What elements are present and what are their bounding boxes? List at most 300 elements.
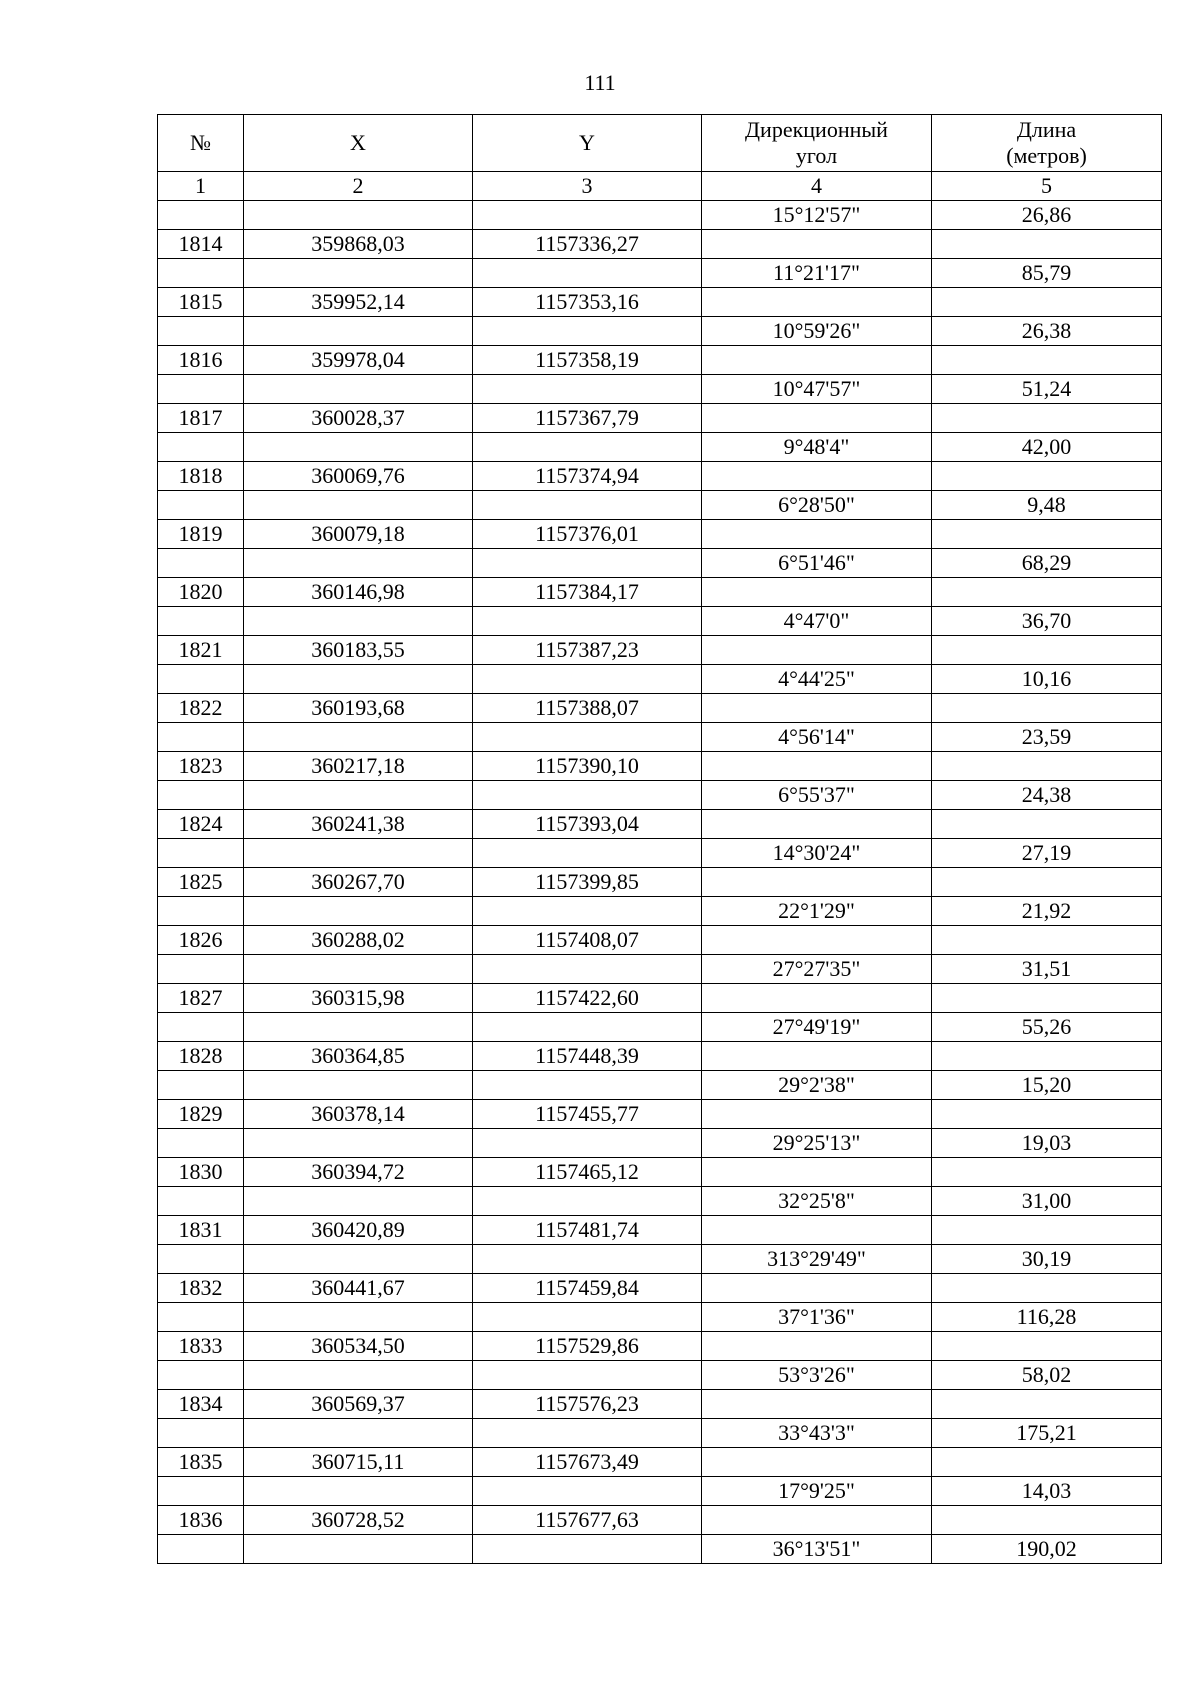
point-number-cell (158, 491, 244, 520)
point-number-cell: 1826 (158, 926, 244, 955)
table-row (158, 1216, 1162, 1245)
length-cell: 27,19 (932, 839, 1162, 868)
header-x: X (244, 115, 473, 172)
point-number-cell: 1816 (158, 346, 244, 375)
y-coordinate-cell (473, 1361, 702, 1390)
y-coordinate-cell: 1157529,86 (473, 1332, 702, 1361)
direction-angle-cell (702, 1390, 932, 1419)
direction-angle-cell: 10°47'57" (702, 375, 932, 404)
table-row (158, 1506, 1162, 1535)
column-number: 2 (244, 172, 473, 201)
length-cell (932, 636, 1162, 665)
x-coordinate-cell (244, 1187, 473, 1216)
table-row (158, 491, 1162, 520)
direction-angle-cell: 36°13'51" (702, 1535, 932, 1564)
x-coordinate-cell (244, 549, 473, 578)
length-cell (932, 288, 1162, 317)
direction-angle-cell (702, 520, 932, 549)
y-coordinate-cell: 1157677,63 (473, 1506, 702, 1535)
point-number-cell: 1821 (158, 636, 244, 665)
table-row (158, 433, 1162, 462)
column-number: 3 (473, 172, 702, 201)
point-number-cell: 1815 (158, 288, 244, 317)
point-number-cell (158, 1477, 244, 1506)
length-cell (932, 1332, 1162, 1361)
point-number-cell: 1834 (158, 1390, 244, 1419)
table-row (158, 288, 1162, 317)
length-cell: 23,59 (932, 723, 1162, 752)
x-coordinate-cell (244, 1071, 473, 1100)
table-row (158, 694, 1162, 723)
direction-angle-cell (702, 1506, 932, 1535)
length-cell (932, 230, 1162, 259)
length-cell: 31,51 (932, 955, 1162, 984)
x-coordinate-cell: 360288,02 (244, 926, 473, 955)
table-row (158, 1013, 1162, 1042)
header-length (932, 115, 1162, 172)
x-coordinate-cell (244, 433, 473, 462)
length-cell (932, 1158, 1162, 1187)
coordinates-table (157, 114, 1162, 1564)
direction-angle-cell (702, 984, 932, 1013)
direction-angle-cell: 4°56'14" (702, 723, 932, 752)
header-line: Длина (1016, 117, 1077, 142)
point-number-cell (158, 955, 244, 984)
length-cell: 15,20 (932, 1071, 1162, 1100)
table-row (158, 1303, 1162, 1332)
direction-angle-cell (702, 1100, 932, 1129)
point-number-cell: 1819 (158, 520, 244, 549)
direction-angle-cell (702, 694, 932, 723)
point-number-cell: 1825 (158, 868, 244, 897)
length-cell (932, 1448, 1162, 1477)
direction-angle-cell (702, 1332, 932, 1361)
x-coordinate-cell (244, 1129, 473, 1158)
direction-angle-cell (702, 1158, 932, 1187)
direction-angle-cell (702, 752, 932, 781)
y-coordinate-cell: 1157376,01 (473, 520, 702, 549)
length-cell (932, 868, 1162, 897)
x-coordinate-cell (244, 375, 473, 404)
table-row (158, 317, 1162, 346)
length-cell: 51,24 (932, 375, 1162, 404)
x-coordinate-cell: 360394,72 (244, 1158, 473, 1187)
length-cell: 21,92 (932, 897, 1162, 926)
table-row (158, 839, 1162, 868)
table-row (158, 1361, 1162, 1390)
direction-angle-cell: 4°44'25" (702, 665, 932, 694)
header-line: Дирекционный (745, 117, 888, 142)
y-coordinate-cell: 1157399,85 (473, 868, 702, 897)
point-number-cell (158, 897, 244, 926)
direction-angle-cell (702, 810, 932, 839)
y-coordinate-cell (473, 897, 702, 926)
x-coordinate-cell (244, 955, 473, 984)
table-row (158, 375, 1162, 404)
point-number-cell (158, 1419, 244, 1448)
direction-angle-cell: 29°25'13" (702, 1129, 932, 1158)
point-number-cell (158, 317, 244, 346)
y-coordinate-cell: 1157387,23 (473, 636, 702, 665)
x-coordinate-cell (244, 1361, 473, 1390)
table-row (158, 578, 1162, 607)
table-row (158, 1477, 1162, 1506)
length-cell: 30,19 (932, 1245, 1162, 1274)
length-cell: 26,38 (932, 317, 1162, 346)
direction-angle-cell: 27°49'19" (702, 1013, 932, 1042)
x-coordinate-cell: 360315,98 (244, 984, 473, 1013)
direction-angle-cell: 29°2'38" (702, 1071, 932, 1100)
length-cell: 85,79 (932, 259, 1162, 288)
table-row (158, 259, 1162, 288)
length-cell (932, 1216, 1162, 1245)
x-coordinate-cell (244, 1535, 473, 1564)
y-coordinate-cell (473, 259, 702, 288)
length-cell (932, 810, 1162, 839)
length-cell: 55,26 (932, 1013, 1162, 1042)
x-coordinate-cell: 360069,76 (244, 462, 473, 491)
length-cell: 36,70 (932, 607, 1162, 636)
direction-angle-cell: 4°47'0" (702, 607, 932, 636)
header-direction-angle (702, 115, 932, 172)
x-coordinate-cell (244, 781, 473, 810)
direction-angle-cell: 11°21'17" (702, 259, 932, 288)
y-coordinate-cell (473, 607, 702, 636)
y-coordinate-cell (473, 839, 702, 868)
length-cell (932, 1042, 1162, 1071)
table-row (158, 665, 1162, 694)
table-row (158, 1419, 1162, 1448)
table-row (158, 346, 1162, 375)
point-number-cell: 1829 (158, 1100, 244, 1129)
y-coordinate-cell: 1157374,94 (473, 462, 702, 491)
direction-angle-cell: 15°12'57" (702, 201, 932, 230)
direction-angle-cell (702, 578, 932, 607)
x-coordinate-cell: 359978,04 (244, 346, 473, 375)
direction-angle-cell (702, 346, 932, 375)
table-row (158, 1100, 1162, 1129)
point-number-cell: 1823 (158, 752, 244, 781)
direction-angle-cell (702, 230, 932, 259)
direction-angle-cell (702, 1274, 932, 1303)
length-cell (932, 1506, 1162, 1535)
table-row (158, 520, 1162, 549)
point-number-cell (158, 375, 244, 404)
direction-angle-cell: 17°9'25" (702, 1477, 932, 1506)
y-coordinate-cell: 1157422,60 (473, 984, 702, 1013)
y-coordinate-cell (473, 433, 702, 462)
point-number-cell: 1832 (158, 1274, 244, 1303)
point-number-cell (158, 1187, 244, 1216)
length-cell: 26,86 (932, 201, 1162, 230)
x-coordinate-cell (244, 1245, 473, 1274)
length-cell: 68,29 (932, 549, 1162, 578)
point-number-cell: 1830 (158, 1158, 244, 1187)
direction-angle-cell: 6°51'46" (702, 549, 932, 578)
x-coordinate-cell: 360241,38 (244, 810, 473, 839)
y-coordinate-cell (473, 665, 702, 694)
length-cell: 10,16 (932, 665, 1162, 694)
column-number: 1 (158, 172, 244, 201)
table-row (158, 781, 1162, 810)
length-cell (932, 346, 1162, 375)
direction-angle-cell: 9°48'4" (702, 433, 932, 462)
y-coordinate-cell (473, 1419, 702, 1448)
x-coordinate-cell (244, 259, 473, 288)
y-coordinate-cell (473, 955, 702, 984)
table-row (158, 984, 1162, 1013)
table-row (158, 926, 1162, 955)
length-cell: 31,00 (932, 1187, 1162, 1216)
length-cell (932, 984, 1162, 1013)
x-coordinate-cell (244, 1303, 473, 1332)
point-number-cell (158, 1535, 244, 1564)
length-cell (932, 1274, 1162, 1303)
x-coordinate-cell: 360267,70 (244, 868, 473, 897)
table-row (158, 1390, 1162, 1419)
y-coordinate-cell (473, 1477, 702, 1506)
y-coordinate-cell (473, 317, 702, 346)
length-cell (932, 404, 1162, 433)
point-number-cell: 1836 (158, 1506, 244, 1535)
point-number-cell (158, 607, 244, 636)
y-coordinate-cell: 1157367,79 (473, 404, 702, 433)
table-row (158, 752, 1162, 781)
table-row (158, 1332, 1162, 1361)
direction-angle-cell (702, 462, 932, 491)
direction-angle-cell (702, 1448, 932, 1477)
x-coordinate-cell: 360193,68 (244, 694, 473, 723)
x-coordinate-cell: 360569,37 (244, 1390, 473, 1419)
x-coordinate-cell (244, 491, 473, 520)
y-coordinate-cell: 1157448,39 (473, 1042, 702, 1071)
x-coordinate-cell (244, 723, 473, 752)
column-number-row (158, 172, 1162, 201)
table-row (158, 230, 1162, 259)
y-coordinate-cell (473, 1129, 702, 1158)
direction-angle-cell: 6°55'37" (702, 781, 932, 810)
direction-angle-cell (702, 868, 932, 897)
point-number-cell (158, 665, 244, 694)
x-coordinate-cell: 360441,67 (244, 1274, 473, 1303)
header-y: Y (473, 115, 702, 172)
length-cell (932, 926, 1162, 955)
header-number: № (158, 115, 244, 172)
point-number-cell: 1814 (158, 230, 244, 259)
table-row (158, 723, 1162, 752)
x-coordinate-cell (244, 1477, 473, 1506)
y-coordinate-cell: 1157459,84 (473, 1274, 702, 1303)
x-coordinate-cell: 360715,11 (244, 1448, 473, 1477)
y-coordinate-cell (473, 1013, 702, 1042)
direction-angle-cell (702, 288, 932, 317)
length-cell: 190,02 (932, 1535, 1162, 1564)
table-row (158, 636, 1162, 665)
length-cell: 24,38 (932, 781, 1162, 810)
x-coordinate-cell: 359868,03 (244, 230, 473, 259)
table-row (158, 1274, 1162, 1303)
direction-angle-cell: 22°1'29" (702, 897, 932, 926)
x-coordinate-cell: 360364,85 (244, 1042, 473, 1071)
direction-angle-cell: 27°27'35" (702, 955, 932, 984)
length-cell (932, 578, 1162, 607)
x-coordinate-cell (244, 201, 473, 230)
length-cell: 42,00 (932, 433, 1162, 462)
y-coordinate-cell (473, 1535, 702, 1564)
table-row (158, 1129, 1162, 1158)
x-coordinate-cell: 360146,98 (244, 578, 473, 607)
table-row (158, 1187, 1162, 1216)
point-number-cell: 1831 (158, 1216, 244, 1245)
length-cell: 58,02 (932, 1361, 1162, 1390)
header-line: (метров) (1006, 143, 1087, 168)
length-cell (932, 1390, 1162, 1419)
column-number: 4 (702, 172, 932, 201)
x-coordinate-cell: 359952,14 (244, 288, 473, 317)
point-number-cell (158, 1013, 244, 1042)
x-coordinate-cell: 360728,52 (244, 1506, 473, 1535)
y-coordinate-cell (473, 375, 702, 404)
table-row (158, 868, 1162, 897)
direction-angle-cell (702, 926, 932, 955)
point-number-cell (158, 549, 244, 578)
point-number-cell (158, 201, 244, 230)
y-coordinate-cell: 1157393,04 (473, 810, 702, 839)
x-coordinate-cell (244, 1419, 473, 1448)
table-row (158, 607, 1162, 636)
table-row (158, 810, 1162, 839)
y-coordinate-cell: 1157673,49 (473, 1448, 702, 1477)
x-coordinate-cell: 360217,18 (244, 752, 473, 781)
table-row (158, 462, 1162, 491)
x-coordinate-cell (244, 317, 473, 346)
table-row (158, 201, 1162, 230)
length-cell (932, 694, 1162, 723)
direction-angle-cell (702, 1216, 932, 1245)
length-cell (932, 462, 1162, 491)
point-number-cell (158, 259, 244, 288)
y-coordinate-cell: 1157576,23 (473, 1390, 702, 1419)
table-row (158, 1158, 1162, 1187)
point-number-cell (158, 839, 244, 868)
x-coordinate-cell (244, 607, 473, 636)
y-coordinate-cell: 1157358,19 (473, 346, 702, 375)
y-coordinate-cell (473, 549, 702, 578)
table-header-row (158, 115, 1162, 172)
y-coordinate-cell: 1157336,27 (473, 230, 702, 259)
length-cell: 116,28 (932, 1303, 1162, 1332)
y-coordinate-cell: 1157353,16 (473, 288, 702, 317)
y-coordinate-cell (473, 1071, 702, 1100)
direction-angle-cell: 10°59'26" (702, 317, 932, 346)
point-number-cell (158, 1245, 244, 1274)
y-coordinate-cell: 1157481,74 (473, 1216, 702, 1245)
y-coordinate-cell: 1157384,17 (473, 578, 702, 607)
direction-angle-cell: 6°28'50" (702, 491, 932, 520)
x-coordinate-cell: 360420,89 (244, 1216, 473, 1245)
point-number-cell: 1817 (158, 404, 244, 433)
direction-angle-cell: 53°3'26" (702, 1361, 932, 1390)
point-number-cell (158, 1361, 244, 1390)
x-coordinate-cell: 360534,50 (244, 1332, 473, 1361)
point-number-cell: 1818 (158, 462, 244, 491)
length-cell: 175,21 (932, 1419, 1162, 1448)
table-row (158, 1245, 1162, 1274)
point-number-cell (158, 1071, 244, 1100)
point-number-cell (158, 1129, 244, 1158)
x-coordinate-cell (244, 665, 473, 694)
direction-angle-cell: 14°30'24" (702, 839, 932, 868)
direction-angle-cell (702, 404, 932, 433)
y-coordinate-cell (473, 1187, 702, 1216)
x-coordinate-cell: 360378,14 (244, 1100, 473, 1129)
point-number-cell: 1833 (158, 1332, 244, 1361)
table-row (158, 1535, 1162, 1564)
direction-angle-cell: 37°1'36" (702, 1303, 932, 1332)
table-row (158, 897, 1162, 926)
length-cell: 9,48 (932, 491, 1162, 520)
table-row (158, 404, 1162, 433)
point-number-cell (158, 433, 244, 462)
point-number-cell: 1828 (158, 1042, 244, 1071)
direction-angle-cell: 313°29'49" (702, 1245, 932, 1274)
y-coordinate-cell (473, 781, 702, 810)
x-coordinate-cell: 360183,55 (244, 636, 473, 665)
direction-angle-cell (702, 636, 932, 665)
direction-angle-cell: 33°43'3" (702, 1419, 932, 1448)
point-number-cell (158, 781, 244, 810)
length-cell (932, 1100, 1162, 1129)
point-number-cell: 1827 (158, 984, 244, 1013)
x-coordinate-cell: 360028,37 (244, 404, 473, 433)
x-coordinate-cell (244, 1013, 473, 1042)
length-cell (932, 520, 1162, 549)
x-coordinate-cell (244, 839, 473, 868)
direction-angle-cell (702, 1042, 932, 1071)
y-coordinate-cell (473, 491, 702, 520)
point-number-cell: 1822 (158, 694, 244, 723)
table-row (158, 549, 1162, 578)
y-coordinate-cell (473, 723, 702, 752)
y-coordinate-cell (473, 201, 702, 230)
y-coordinate-cell (473, 1245, 702, 1274)
direction-angle-cell: 32°25'8" (702, 1187, 932, 1216)
header-line: угол (795, 143, 838, 168)
point-number-cell (158, 723, 244, 752)
y-coordinate-cell: 1157408,07 (473, 926, 702, 955)
table-row (158, 1448, 1162, 1477)
table-row (158, 955, 1162, 984)
y-coordinate-cell: 1157388,07 (473, 694, 702, 723)
y-coordinate-cell: 1157390,10 (473, 752, 702, 781)
y-coordinate-cell (473, 1303, 702, 1332)
x-coordinate-cell: 360079,18 (244, 520, 473, 549)
point-number-cell: 1835 (158, 1448, 244, 1477)
y-coordinate-cell: 1157465,12 (473, 1158, 702, 1187)
table-row (158, 1071, 1162, 1100)
length-cell: 19,03 (932, 1129, 1162, 1158)
y-coordinate-cell: 1157455,77 (473, 1100, 702, 1129)
table-row (158, 1042, 1162, 1071)
x-coordinate-cell (244, 897, 473, 926)
point-number-cell: 1824 (158, 810, 244, 839)
page-number: 111 (584, 70, 616, 95)
length-cell (932, 752, 1162, 781)
column-number: 5 (932, 172, 1162, 201)
length-cell: 14,03 (932, 1477, 1162, 1506)
point-number-cell: 1820 (158, 578, 244, 607)
point-number-cell (158, 1303, 244, 1332)
